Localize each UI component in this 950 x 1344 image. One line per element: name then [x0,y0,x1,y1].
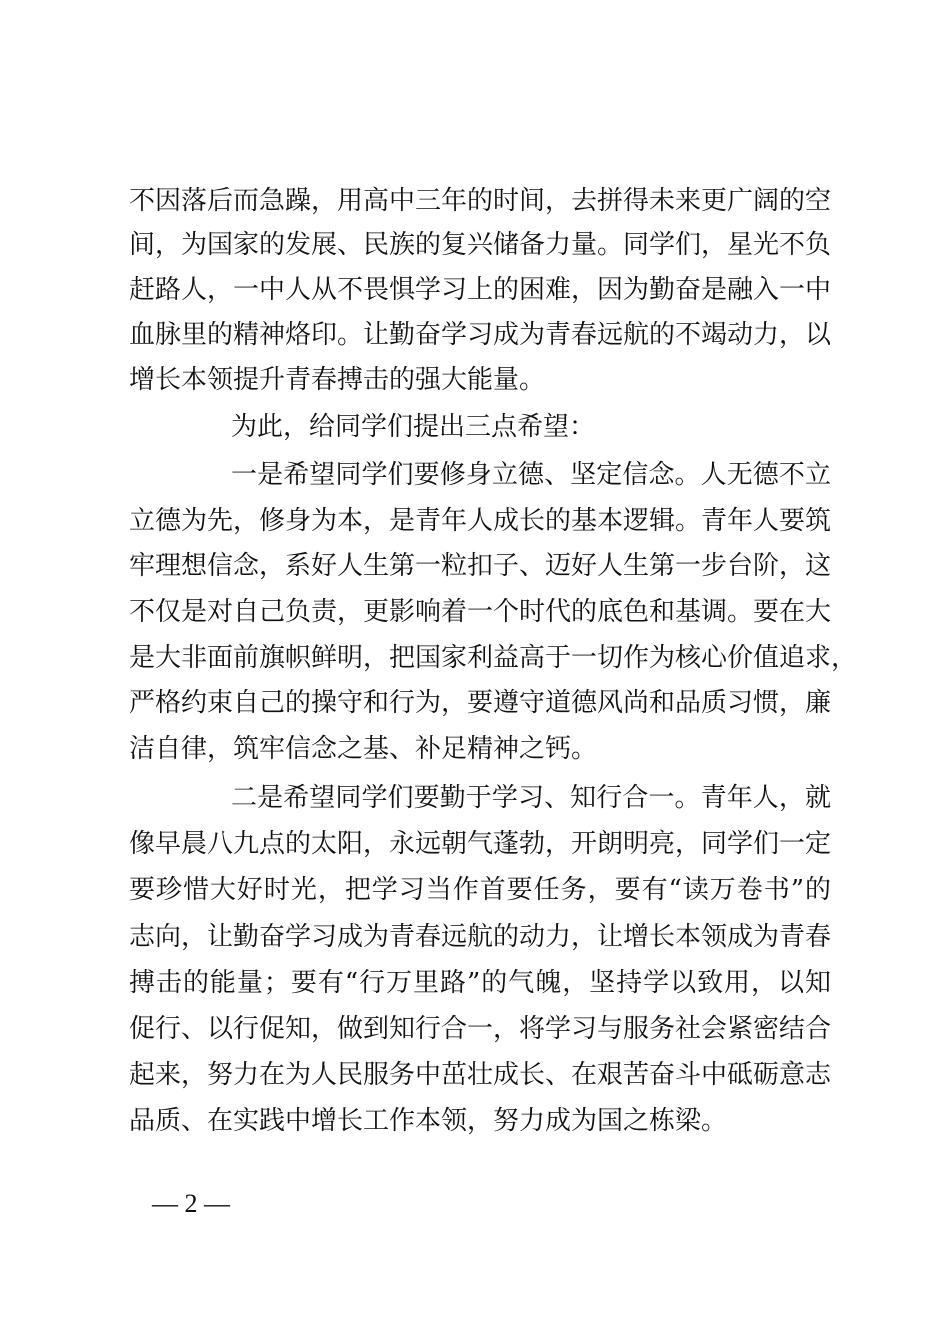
body-line: 是大非面前旗帜鲜明，把国家利益高于一切作为核心价值追求， [129,643,858,673]
body-line: 像早晨八九点的太阳，永远朝气蓬勃，开朗明亮，同学们一定 [129,829,832,859]
body-line: 增长本领提升青春搏击的强大能量。 [129,365,546,395]
body-line: 赶路人，一中人从不畏惧学习上的困难，因为勤奋是融入一中 [129,275,832,305]
body-line: 严格约束自己的操守和行为，要遵守道德风尚和品质习惯，廉 [129,688,832,718]
point-two-first-line: 二是希望同学们要勤于学习、知行合一。青年人，就 [231,783,831,813]
body-line: 要珍惜大好时光，把学习当作首要任务，要有“读万卷书”的 [129,875,831,905]
body-line: 起来，努力在为人民服务中茁壮成长、在艰苦奋斗中砥砺意志 [129,1060,832,1090]
body-line: 立德为先，修身为本，是青年人成长的基本逻辑。青年人要筑 [129,506,832,536]
body-line: 洁自律，筑牢信念之基、补足精神之钙。 [129,734,598,764]
body-line: 志向，让勤奋学习成为青春远航的动力，让增长本领成为青春 [129,922,832,952]
body-line: 不仅是对自己负责，更影响着一个时代的底色和基调。要在大 [129,597,832,627]
body-line: 间，为国家的发展、民族的复兴储备力量。同学们，星光不负 [129,230,832,260]
point-one-first-line: 一是希望同学们要修身立德、坚定信念。人无德不立 [231,460,831,490]
body-line: 血脉里的精神烙印。让勤奋学习成为青春远航的不竭动力，以 [129,320,832,350]
body-line: 搏击的能量；要有“行万里路”的气魄，坚持学以致用，以知 [129,968,831,998]
body-line: 不因落后而急躁，用高中三年的时间，去拼得未来更广阔的空 [129,186,832,216]
body-line: 牢理想信念，系好人生第一粒扣子、迈好人生第一步台阶，这 [129,551,832,581]
body-line: 促行、以行促知，做到知行合一，将学习与服务社会紧密结合 [129,1014,832,1044]
page-number: — 2 — [152,1189,230,1218]
intro-line: 为此，给同学们提出三点希望： [231,412,596,442]
body-line: 品质、在实践中增长工作本领，努力成为国之栋梁。 [129,1106,728,1136]
